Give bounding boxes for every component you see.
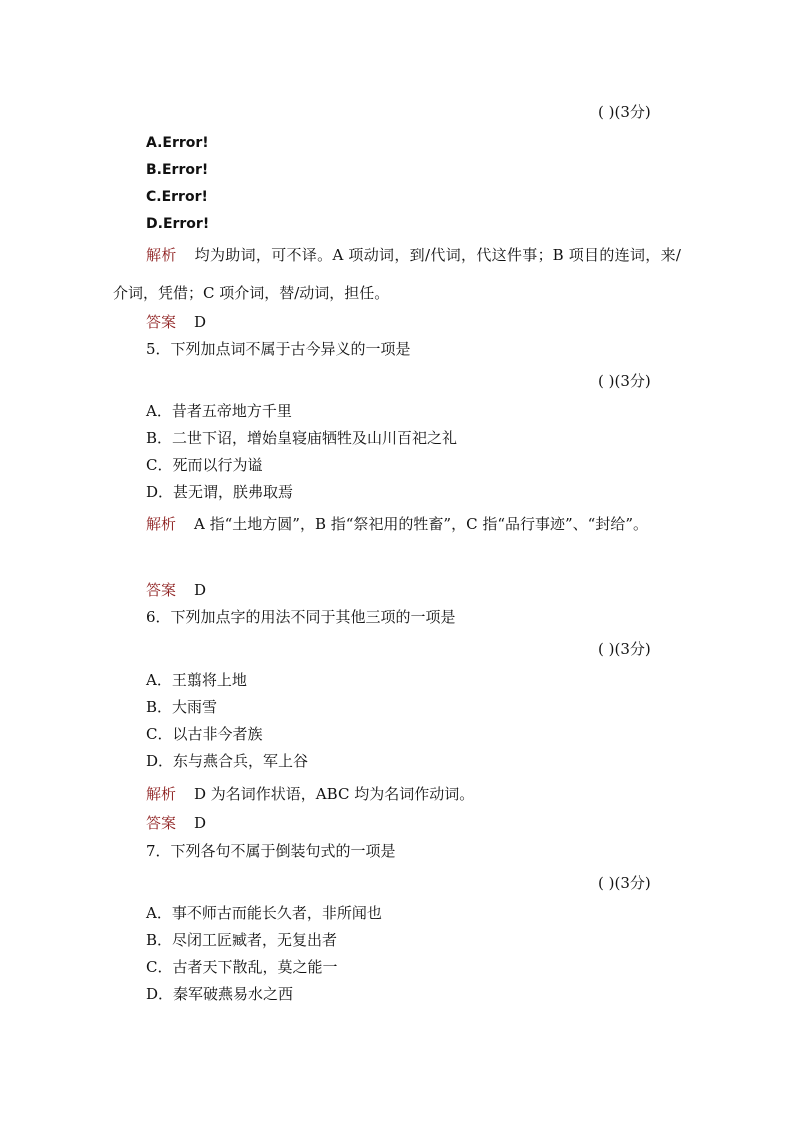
q6-option-c: C．以古非今者族	[146, 725, 263, 743]
q6-option-a: A．王翦将上地	[146, 671, 247, 689]
q6-answer	[146, 813, 206, 833]
q5-answer-label: 答案	[146, 581, 177, 599]
q5-option-b: B．二世下诏，增始皇寝庙牺牲及山川百祀之礼	[146, 429, 458, 447]
q4-option-c: C.Error!	[146, 189, 208, 205]
q5-analysis	[113, 505, 681, 543]
q4-score: ( )(3分)	[598, 103, 651, 121]
q4-option-b: B.Error!	[146, 162, 209, 178]
q7-option-b: B．尽闭工匠臧者，无复出者	[146, 931, 338, 949]
q5-score: ( )(3分)	[598, 372, 651, 390]
q7-option-c: C．古者天下散乱，莫之能一	[146, 958, 338, 976]
q5-answer	[146, 580, 206, 600]
q7-option-d: D．秦军破燕易水之西	[146, 985, 294, 1003]
q5-option-d: D．甚无谓，朕弗取焉	[146, 483, 294, 501]
q4-answer	[146, 312, 206, 332]
q4-option-d: D.Error!	[146, 216, 210, 232]
q4-analysis-text: 均为助词，可不译。A 项动词，到/代词，代这件事；B 项目的连词，来/介词，凭借；C 项介词，替/动词，担任。	[113, 246, 681, 302]
q4-answer-label: 答案	[146, 313, 177, 331]
q7-stem: 7．下列各句不属于倒装句式的一项是	[146, 842, 396, 860]
q7-option-a: A．事不师古而能长久者，非所闻也	[146, 904, 382, 922]
q5-analysis-label: 解析	[146, 515, 177, 533]
q6-answer-value: D	[194, 814, 207, 832]
q6-answer-label: 答案	[146, 814, 177, 832]
q5-stem: 5．下列加点词不属于古今异义的一项是	[146, 340, 411, 358]
q5-answer-value: D	[194, 581, 207, 599]
q6-stem: 6．下列加点字的用法不同于其他三项的一项是	[146, 608, 456, 626]
q6-option-d: D．东与燕合兵，军上谷	[146, 752, 309, 770]
q4-analysis-label: 解析	[146, 246, 177, 264]
q7-score: ( )(3分)	[598, 874, 651, 892]
q4-answer-value: D	[194, 313, 207, 331]
q6-analysis-text: D 为名词作状语，ABC 均为名词作动词。	[194, 785, 475, 803]
q4-analysis	[113, 236, 681, 312]
q4-option-a: A.Error!	[146, 135, 209, 151]
q6-option-b: B．大雨雪	[146, 698, 218, 716]
q6-analysis-label: 解析	[146, 785, 177, 803]
q6-analysis	[146, 784, 474, 804]
q5-option-c: C．死而以行为谥	[146, 456, 263, 474]
q6-score: ( )(3分)	[598, 640, 651, 658]
q5-analysis-text: A 指“土地方圆”，B 指“祭祀用的牲畜”，C 指“品行事迹”、“封给”。	[194, 515, 649, 533]
q5-option-a: A．昔者五帝地方千里	[146, 402, 292, 420]
